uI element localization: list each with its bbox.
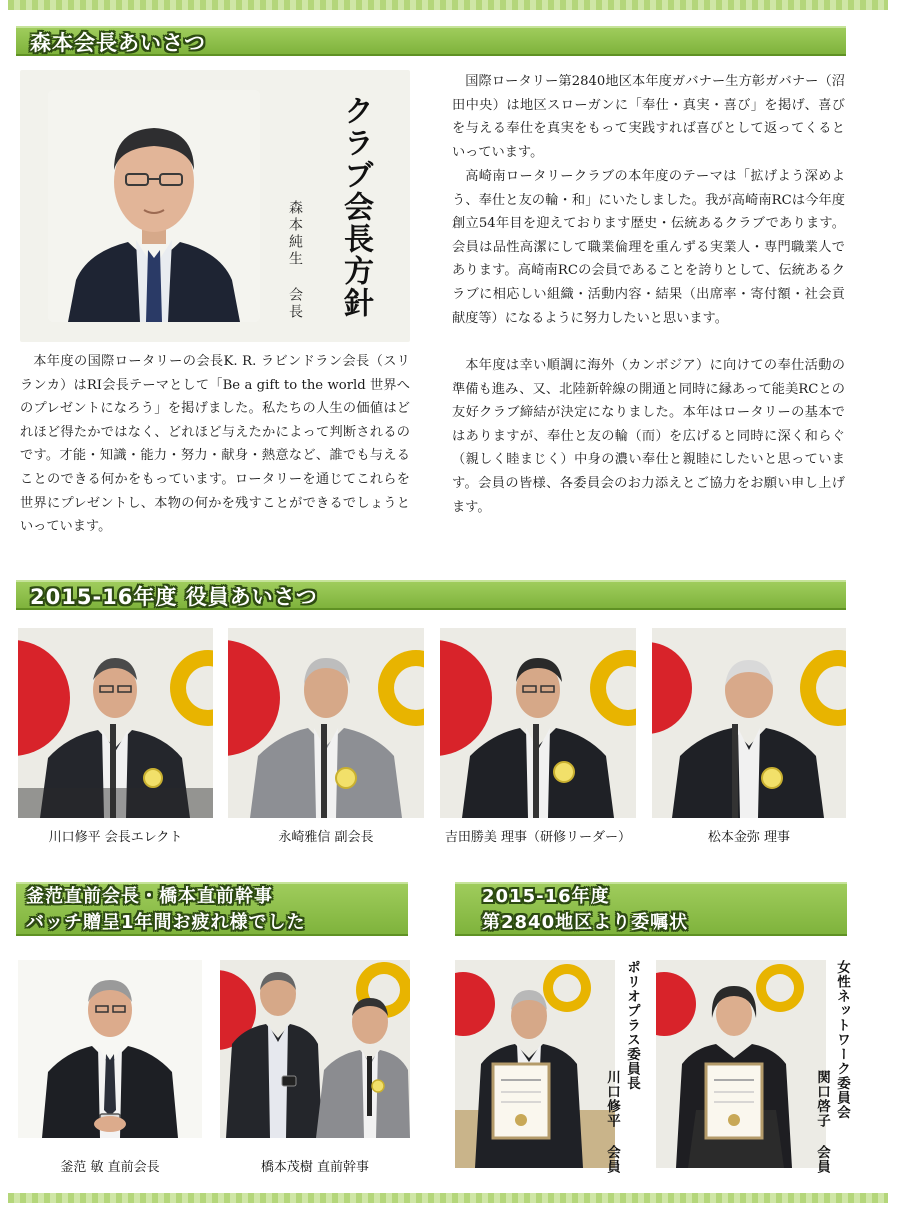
- top-decorative-border: [8, 0, 888, 10]
- officer-caption-3: 吉田勝美 理事（研修リーダー）: [444, 830, 632, 845]
- officer-photo-2: [228, 628, 424, 818]
- president-portrait: [48, 90, 260, 322]
- officer-caption-1: 川口修平 会長エレクト: [48, 830, 183, 845]
- appointment-name-2: 関口啓子 会員: [814, 1070, 830, 1174]
- greeting-paragraph-2: 国際ロータリー第2840地区本年度ガバナー生方彰ガバナー（沼田中央）は地区スローガンに「奉仕・真実・喜び」を掲げ、喜びを与える奉仕を真実をもって実践すれば喜びとして返ってくるといっています。: [452, 74, 845, 160]
- officer-caption-4: 松本金弥 理事: [707, 830, 791, 845]
- officer-photo-1: [18, 628, 213, 818]
- appointment-role-1: ポリオプラス委員長: [624, 960, 640, 1091]
- officer-caption-2: 永崎雅信 副会長: [278, 830, 374, 845]
- appointments-heading-line1: 2015-16年度: [482, 886, 610, 907]
- greeting-heading: 森本会長あいさつ: [30, 31, 206, 55]
- club-policy-title: クラブ会長方針: [338, 95, 373, 319]
- officer-photo-4: [652, 628, 846, 818]
- badge-caption-2: 橋本茂樹 直前幹事: [260, 1160, 370, 1175]
- appointment-name-1: 川口修平 会員: [604, 1070, 620, 1174]
- appointment-photo-2: [656, 960, 826, 1168]
- greeting-paragraph-4: 本年度は幸い順調に海外（カンボジア）に向けての奉仕活動の準備も進み、又、北陸新幹線の開通と同時に縁あって能美RCとの友好クラブ締結が決定になりました。本年はロータリーの基本ではありますが、奉仕と友の輪（而）を広げると同時に深く和らぐ（親しく睦まじく）中身の濃い奉仕と親睦にしたいと思っています。会員の皆様、各委員会のお力添えとご協力をお願い申し上げます。: [452, 358, 845, 515]
- officers-heading: 2015-16年度 役員あいさつ: [30, 585, 318, 609]
- president-name: 森本純生 会長: [287, 200, 303, 321]
- badge-photo-2: [220, 960, 410, 1138]
- greeting-paragraph-3: 高崎南ロータリークラブの本年度のテーマは「拡げよう深めよう、奉仕と友の輪・和」にいたしました。我が高崎南RCは今年度創立54年目を迎えております歴史・伝統あるクラブであります。会員は品性高潔にして職業倫理を重んずる実業人・専門職業人であります。高崎南RCの会員であることを誇りとして、伝統あるクラブに相応しい組織・活動内容・結果（出席率・寄付額・社会貢献度等）になるように努力したいと思います。: [452, 169, 845, 326]
- badge-photo-1: [18, 960, 202, 1138]
- bottom-decorative-border: [8, 1193, 888, 1203]
- appointment-photo-1: [455, 960, 615, 1168]
- badges-heading-line2: バッチ贈呈1年間お疲れ様でした: [26, 912, 306, 933]
- badges-heading-line1: 釜范直前会長・橋本直前幹事: [26, 886, 273, 907]
- greeting-paragraph-1: 本年度の国際ロータリーの会長K. R. ラビンドラン会長（スリランカ）はRI会長テーマとして「Be a gift to the world 世界へのプレゼントになろう」を掲げました。私たちの人生の価値はどれほど得たかではなく、どれほど与えたかによって判断されるのです。才能・知識・能力・努力・献身・熱意など、誰でも与えることのできる何かをもっています。ロータリーを通じてこれらを世界にプレゼントし、本物の何かを残すことができるでしょうといっています。: [20, 354, 410, 535]
- appointment-role-2: 女性ネットワーク委員会: [834, 960, 850, 1120]
- officer-photo-3: [440, 628, 636, 818]
- appointments-heading-line2: 第2840地区より委嘱状: [482, 912, 689, 933]
- badge-caption-1: 釜范 敏 直前会長: [60, 1160, 160, 1175]
